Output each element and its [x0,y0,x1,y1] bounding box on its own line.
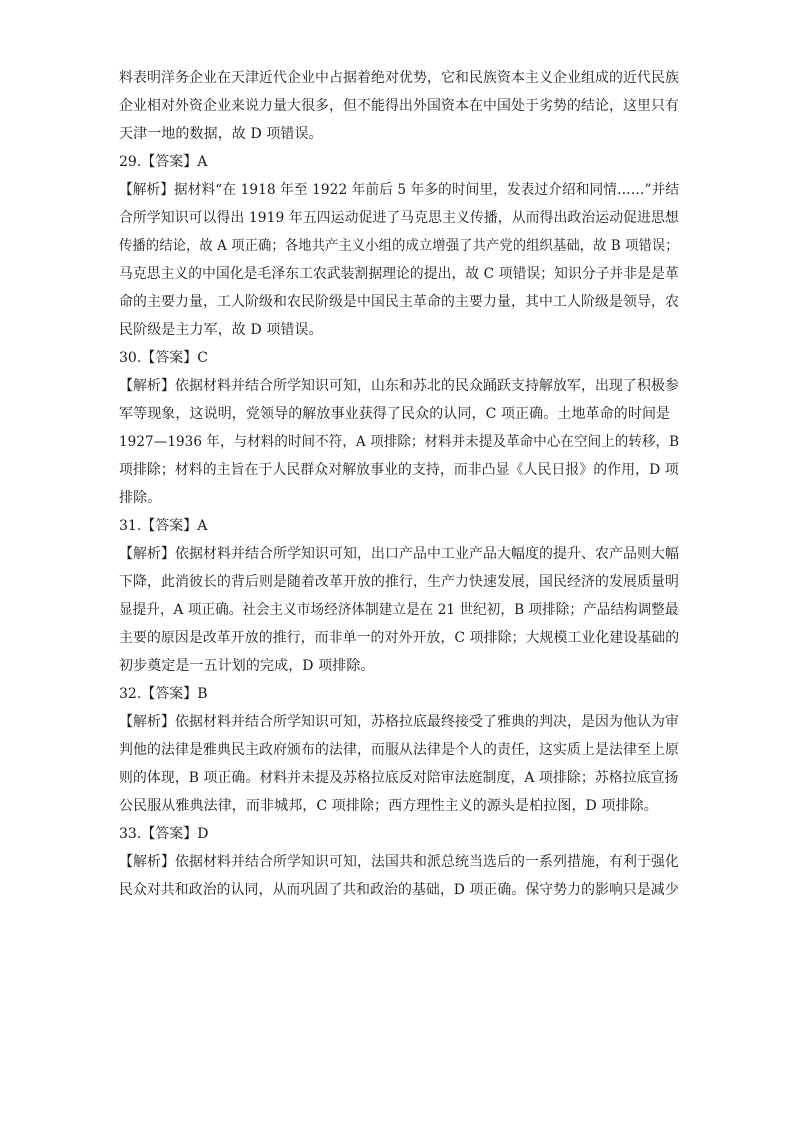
answer-heading: 31.【答案】A [119,518,208,534]
text-line: 显提升，A 项正确。社会主义市场经济体制建立是在 21 世纪初，B 项排除；产品结构调整最 [119,602,679,618]
text-line: 企业相对外资企业来说力量大很多，但不能得出外国资本在中国处于劣势的结论，这里只有 [119,98,679,114]
text-line: 军等现象，这说明，党领导的解放事业获得了民众的认同，C 项正确。土地革命的时间是 [119,406,671,422]
text-line: 【解析】依据材料并结合所学知识可知，苏格拉底最终接受了雅典的判决，是因为他认为审 [119,714,679,730]
text-line: 合所学知识可以得出 1919 年五四运动促进了马克思主义传播，从而得出政治运动促进思想 [119,210,679,226]
text-line: 【解析】依据材料并结合所学知识可知，法国共和派总统当选后的一系列措施，有利于强化 [119,854,679,870]
text-line: 传播的结论，故 A 项正确；各地共产主义小组的成立增强了共产党的组织基础，故 B 项错误； [119,238,679,254]
text-line: 【解析】依据材料并结合所学知识可知，山东和苏北的民众踊跃支持解放军，出现了积极参 [119,378,679,394]
text-line: 料表明洋务企业在天津近代企业中占据着绝对优势，它和民族资本主义企业组成的近代民族 [119,70,679,86]
text-line: 【解析】依据材料并结合所学知识可知，出口产品中工业产品大幅度的提升、农产品则大幅 [119,546,679,562]
document-page [119,64,679,904]
answer-heading: 29.【答案】A [119,154,208,170]
text-line: 主要的原因是改革开放的推行，而非单一的对外开放，C 项排除；大规模工业化建设基础的 [119,630,680,646]
text-line: 下降，此消彼长的背后则是随着改革开放的推行，生产力快速发展，国民经济的发展质量明 [119,574,679,590]
text-line: 排除。 [119,490,162,506]
text-line: 项排除；材料的主旨在于人民群众对解放事业的支持，而非凸显《人民日报》的作用，D 项 [119,462,679,478]
text-line: 命的主要力量，工人阶级和农民阶级是中国民主革命的主要力量，其中工人阶级是领导，农 [119,294,679,310]
answer-heading: 30.【答案】C [119,350,208,366]
answer-heading: 32.【答案】B [119,686,208,702]
text-line: 判他的法律是雅典民主政府颁布的法律，而服从法律是个人的责任，这实质上是法律至上原 [119,742,679,758]
text-line: 民众对共和政治的认同，从而巩固了共和政治的基础，D 项正确。保守势力的影响只是减少 [119,882,679,898]
text-line: 马克思主义的中国化是毛泽东工农武装割据理论的提出，故 C 项错误；知识分子并非是是革 [119,266,679,282]
text-line: 天津一地的数据，故 D 项错误。 [119,126,323,142]
text-line: 则的体现，B 项正确。材料并未提及苏格拉底反对陪审法庭制度，A 项排除；苏格拉底宣扬 [119,770,679,786]
answer-heading: 33.【答案】D [119,826,209,842]
text-line: 初步奠定是一五计划的完成，D 项排除。 [119,658,375,674]
text-line: 民阶级是主力军，故 D 项错误。 [119,322,323,338]
text-line: 1927—1936 年，与材料的时间不符，A 项排除；材料并未提及革命中心在空间上的转移，B [119,434,680,450]
text-line: 【解析】据材料“在 1918 年至 1922 年前后 5 年多的时间里，发表过介绍和同情……”并结 [119,182,680,198]
text-line: 公民服从雅典法律，而非城邦，C 项排除；西方理性主义的源头是柏拉图，D 项排除。 [119,798,658,814]
